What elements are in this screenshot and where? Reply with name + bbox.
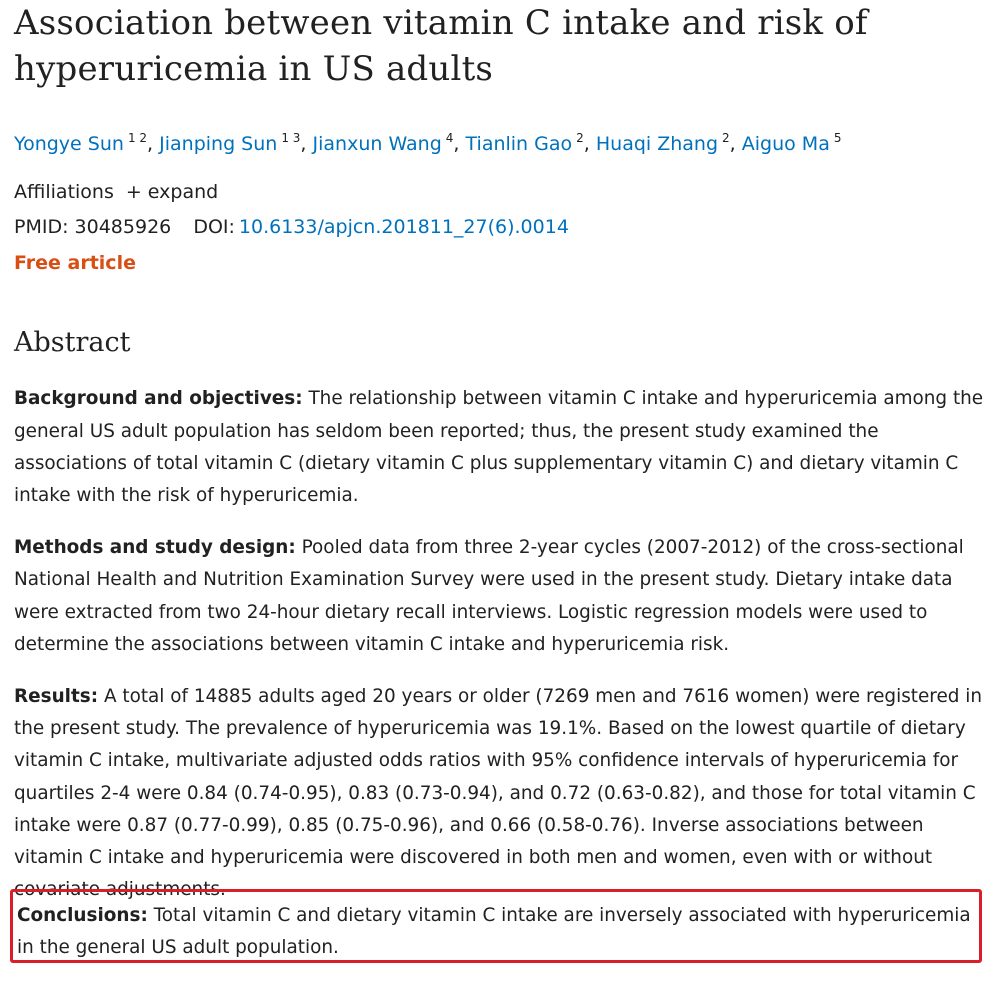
abstract-methods: [14, 532, 986, 661]
affiliation-number[interactable]: 5: [833, 131, 842, 145]
free-article-badge: Free article: [14, 252, 136, 274]
doi-link[interactable]: 10.6133/apjcn.201811_27(6).0014: [238, 216, 569, 238]
author-link[interactable]: Yongye Sun: [14, 133, 124, 155]
plus-icon: +: [125, 181, 142, 203]
author-list: Yongye Sun $^{1 2}$, Jianping Sun $^{1 3}$, Jianxun Wang $^4$, Tianlin Gao $^2$, Huaqi Zhang $^2$, Aiguo Ma $^5$: [14, 131, 842, 155]
affiliation-number[interactable]: 2: [722, 131, 730, 145]
abstract-results: [14, 681, 986, 906]
section-label: Conclusions:: [17, 905, 148, 926]
section-label: Methods and study design:: [14, 537, 296, 559]
author-link[interactable]: Huaqi Zhang: [595, 133, 719, 155]
affiliation-number[interactable]: 1 3: [281, 131, 301, 145]
author-link[interactable]: Jianping Sun: [159, 133, 278, 155]
abstract-heading: Abstract: [14, 327, 131, 358]
section-text: Pooled data from three 2-year cycles (2007-2012) of the cross-sectional National Health and Nutrition Examination Survey were used in the present study. Dietary intake data were extracted from two 24-hour dietary recall interviews. Logistic regression models were used to determine the associations between vitamin C intake and hyperuricemia risk.: [14, 537, 964, 655]
section-text: The relationship between vitamin C intake and hyperuricemia among the general US adult population has seldom been reported; thus, the present study examined the associations of total vitamin C (dietary vitamin C plus supplementary vitamin C) and dietary vitamin C intake with the risk of hyperuricemia.: [14, 388, 984, 507]
doi-label: DOI:: [193, 216, 235, 238]
section-text: Total vitamin C and dietary vitamin C intake are inversely associated with hyperuricemia in the general US adult population.: [17, 905, 971, 958]
conclusions-highlight-box: [10, 889, 982, 963]
expand-label: expand: [147, 181, 219, 203]
pmid-label: PMID:: [14, 216, 69, 238]
author-link[interactable]: Tianlin Gao: [465, 133, 573, 155]
author-link[interactable]: Jianxun Wang: [312, 133, 442, 155]
affiliation-number[interactable]: 2: [576, 131, 584, 145]
affiliation-number[interactable]: 4: [445, 131, 454, 145]
article-title: Association between vitamin C intake and risk of hyperuricemia in US adults: [14, 3, 868, 89]
affiliation-number[interactable]: 1 2: [127, 131, 148, 145]
section-label: Background and objectives:: [14, 388, 303, 410]
pmid-value: 30485926: [74, 216, 172, 238]
abstract-background: [14, 383, 986, 512]
article-identifiers: [14, 213, 986, 241]
article-page: [14, 0, 986, 925]
author-link[interactable]: Aiguo Ma: [741, 133, 830, 155]
affiliations-toggle[interactable]: [14, 178, 986, 206]
section-text: A total of 14885 adults aged 20 years or older (7269 men and 7616 women) were registered in the present study. The prevalence of hyperuricemia was 19.1%. Based on the lowest quartile of dietary vitamin C intake, multivariate adjusted odds ratios with 95% confidence intervals of hyperuricemia for quartiles 2-4 were 0.84 (0.74-0.95), 0.83 (0.73-0.94), and 0.72 (0.63-0.82), and those for total vitamin C intake were 0.87 (0.77-0.99), 0.85 (0.75-0.96), and 0.66 (0.58-0.76). Inverse associations between vitamin C intake and hyperuricemia were discovered in both men and women, even with or without covariate adjustments.: [14, 686, 983, 901]
section-label: Results:: [14, 686, 99, 708]
affiliations-label: Affiliations: [14, 181, 114, 203]
